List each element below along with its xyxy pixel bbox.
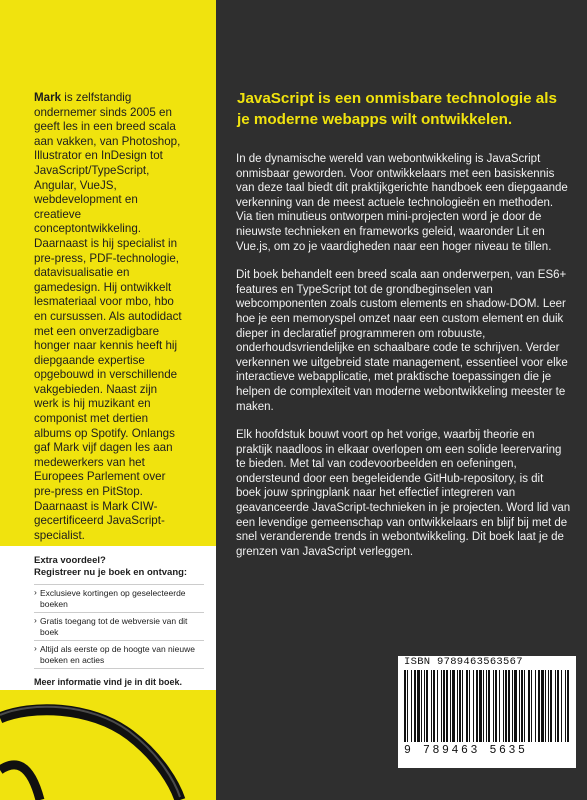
extra-title-line1: Extra voordeel? <box>34 555 106 566</box>
more-info-text: Meer informatie vind je in dit boek. <box>34 677 183 687</box>
description <box>236 152 571 573</box>
author-bio <box>34 91 184 543</box>
ean-digits: 9 789463 5635 <box>404 744 528 757</box>
list-item: › Gratis toegang tot de webversie van dit boek <box>34 612 204 640</box>
author-bio-text: is zelfstandig ondernemer sinds 2005 en geeft les in een breed scala aan vakken, van Photoshop, Illustrator en InDesign tot JavaScript/TypeScript, Angular, VueJS, webdevelopment en creatieve conceptontwikkeling. Daarnaast is hij specialist in pre-press, PDF-technologie, datavisualisatie en gamedesign. Hij ontwikkelt lesmateriaal voor mbo, hbo en cursussen. Als autodidact met een onverzadigbare honger naar kennis heeft hij diepgaande expertise opgebouwd in verschillende vakgebieden. Naast zijn werk is hij muzikant en componist met dertien albums op Spotify. Onlangs gaf Mark vijf dagen les aan medewerkers van het Europees Parlement over pre-press en PitStop. Daarnaast is Mark CIW-gecertificeerd JavaScript-specialist. <box>34 91 182 542</box>
barcode-icon <box>404 670 570 742</box>
paragraph: In de dynamische wereld van webontwikkeling is JavaScript onmisbaar geworden. Voor ontwikkelaars met een basiskennis van deze taal biedt dit praktijkgerichte handboek een diepgaande verkenning van de meest actuele technologieën en methoden. Via tien minutieus ontworpen mini-projecten word je door de nieuwste technieken en frameworks geleid, waaronder Lit en Vue.js, om zo je vaardigheden naar een hoger niveau te tillen. <box>236 153 568 253</box>
list-item: › Altijd als eerste op de hoogte van nieuwe boeken en acties <box>34 640 204 669</box>
extra-title-line2: Registreer nu je boek en ontvang: <box>34 566 188 578</box>
paragraph: Dit boek behandelt een breed scala aan onderwerpen, van ES6+ features en TypeScript tot de grondbeginselen van webcomponenten zoals custom elements en shadow-DOM. Leer hoe je een memoryspel omzet naar een custom element en duik dieper in declaratief programmeren om robuuste, onderhoudsvriendelijke en schaalbare code te schrijven. Verder verkennen we uitgebreid state management, essentieel voor elke interactieve webapplicatie, met praktische toepassingen die je helpen de complexiteit van moderne webontwikkeling meester te maken. <box>236 269 568 413</box>
headline: JavaScript is een onmisbare technologie als je moderne webapps wilt ontwikkelen. <box>237 90 557 128</box>
extra-benefit-list <box>34 584 204 669</box>
author-name: Mark <box>34 91 62 104</box>
extra-benefit-content <box>34 555 204 687</box>
list-item: › Exclusieve kortingen op geselecteerde boeken <box>34 584 204 612</box>
paragraph: Elk hoofdstuk bouwt voort op het vorige, waarbij theorie en praktijk naadloos in elkaar overlopen om een solide leerervaring te bieden. Met tal van codevoorbeelden en oefeningen, ondersteund door een begeleidende GitHub-repository, is dit boek jouw springplank naar het effectief integreren van geavanceerde JavaScript-technieken in je projecten. Word lid van een levendige gemeenschap van ontwikkelaars en blijf bij met de snel veranderende trends in webontwikkeling. Dit boek laat je de grenzen van JavaScript verleggen. <box>236 429 571 558</box>
isbn-text: ISBN 9789463563567 <box>404 656 523 668</box>
